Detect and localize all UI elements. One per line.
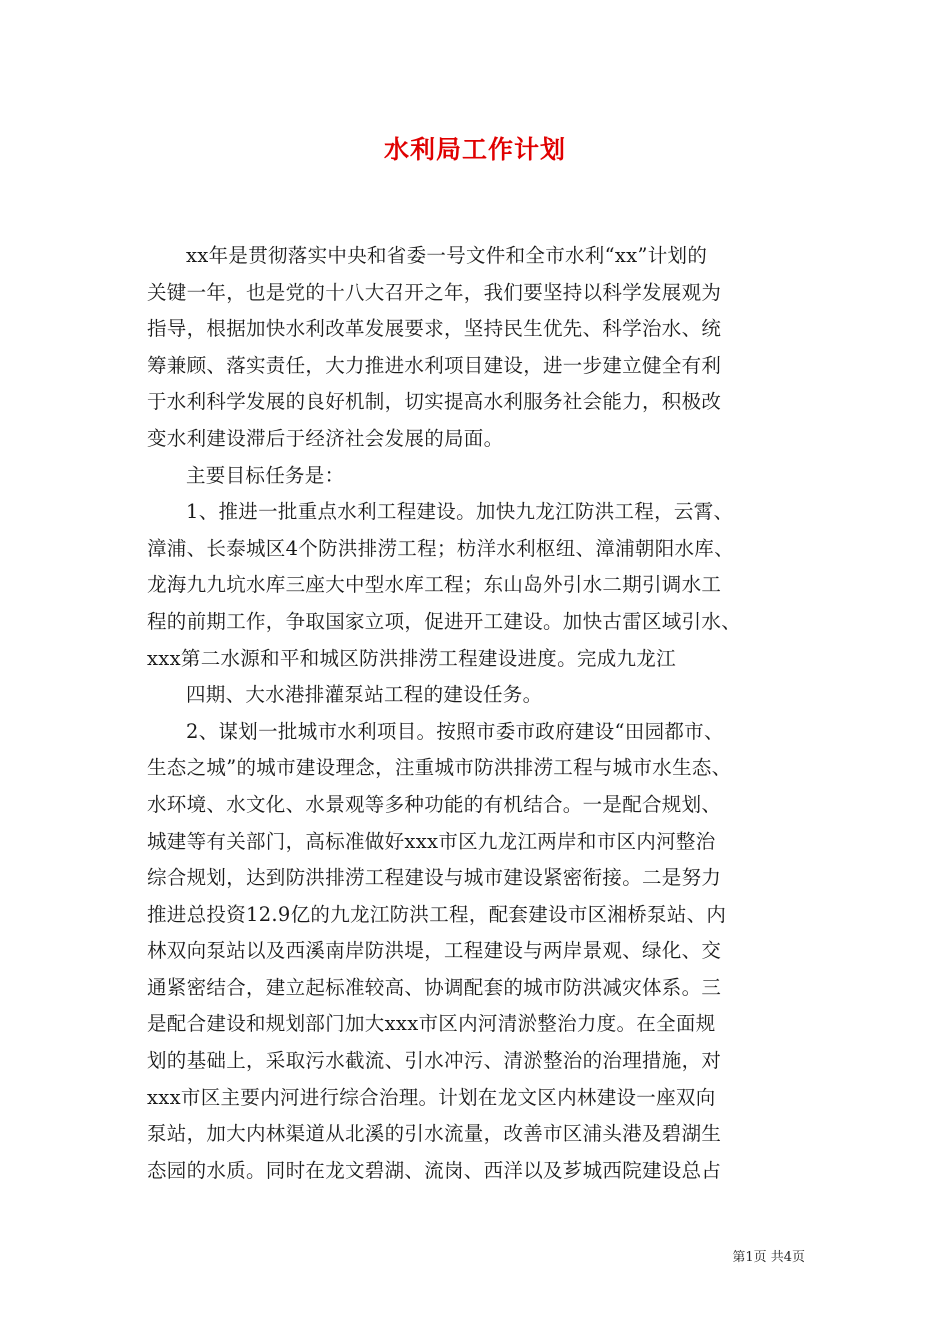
text-line: 通紧密结合，建立起标准较高、协调配套的城市防洪减灾体系。三 [147,975,722,999]
text-line: 水环境、水文化、水景观等多种功能的有机结合。一是配合规划、 [147,792,722,816]
text-line: 林双向泵站以及西溪南岸防洪堤，工程建设与两岸景观、绿化、交 [147,939,722,963]
text-line: 生态之城”的城市建设理念，注重城市防洪排涝工程与城市水生态、 [147,756,732,780]
text-line: 四期、大水港排灌泵站工程的建设任务。 [186,683,543,707]
text-line: 关键一年，也是党的十八大召开之年，我们要坚持以科学发展观为 [147,280,722,304]
text-line: 变水利建设滞后于经济社会发展的局面。 [147,426,504,450]
text-line: 主要目标任务是： [186,463,345,487]
page-number: 第1页 共4页 [732,1250,805,1265]
document-body [147,238,813,1189]
text-line: 筹兼顾、落实责任，大力推进水利项目建设，进一步建立健全有利 [147,353,722,377]
document-title: 水利局工作计划 [383,135,566,164]
text-line: 1、推进一批重点水利工程建设。加快九龙江防洪工程，云霄、 [186,500,734,524]
text-line: xxx第二水源和平和城区防洪排涝工程建设进度。完成九龙江 [147,646,676,670]
text-line: 程的前期工作，争取国家立项，促进开工建设。加快古雷区域引水、 [147,609,742,633]
text-line: 2、谋划一批城市水利项目。按照市委市政府建设“田园都市、 [186,719,724,743]
text-line: 泵站，加大内林渠道从北溪的引水流量，改善市区浦头港及碧湖生 [147,1122,722,1146]
text-line: 城建等有关部门，高标准做好xxx市区九龙江两岸和市区内河整治 [147,829,716,853]
text-line: 龙海九九坑水库三座大中型水库工程；东山岛外引水二期引调水工 [147,573,722,597]
text-line: xxx市区主要内河进行综合治理。计划在龙文区内林建设一座双向 [147,1085,716,1109]
text-line: 推进总投资12.9亿的九龙江防洪工程，配套建设市区湘桥泵站、内 [147,902,727,926]
text-line: 划的基础上，采取污水截流、引水冲污、清淤整治的治理措施，对 [147,1049,722,1073]
text-line: 态园的水质。同时在龙文碧湖、流岗、西洋以及芗城西院建设总占 [147,1158,722,1182]
text-line: 于水利科学发展的良好机制，切实提高水利服务社会能力，积极改 [147,390,722,414]
text-line: 漳浦、长泰城区4个防洪排涝工程；枋洋水利枢纽、漳浦朝阳水库、 [147,536,734,560]
text-line: 是配合建设和规划部门加大xxx市区内河清淤整治力度。在全面规 [147,1012,716,1036]
text-line: xx年是贯彻落实中央和省委一号文件和全市水利“xx”计划的 [186,244,708,267]
text-line: 指导，根据加快水利改革发展要求，坚持民生优先、科学治水、统 [147,317,722,341]
text-line: 综合规划，达到防洪排涝工程建设与城市建设紧密衔接。二是努力 [147,866,722,890]
